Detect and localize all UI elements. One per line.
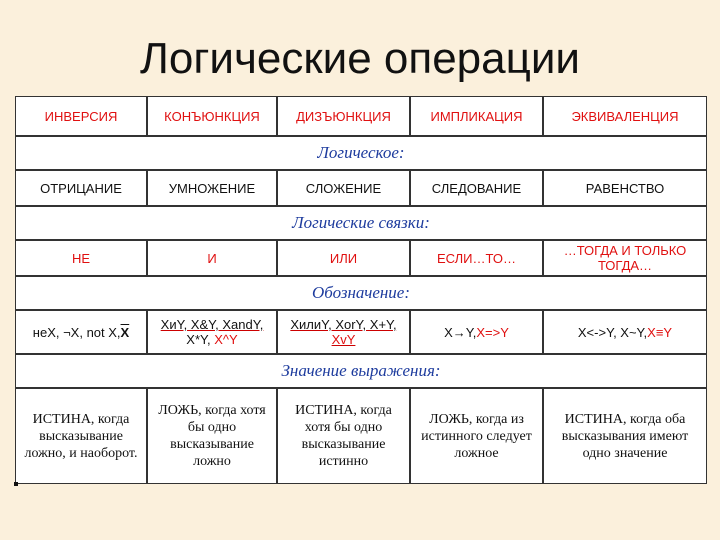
notation-conjunction-caret: X^Y	[214, 332, 238, 347]
header-implication: ИМПЛИКАЦИЯ	[410, 96, 543, 136]
notation-implication-arrow: X→Y,	[444, 324, 477, 340]
logical-equality: РАВЕНСТВО	[543, 170, 707, 206]
value-conjunction: ЛОЖЬ, когда хотя бы одно высказывание ложно	[147, 388, 277, 484]
band-connectives: Логические связки:	[15, 206, 707, 240]
operations-table	[15, 96, 707, 484]
header-equivalence: ЭКВИВАЛЕНЦИЯ	[543, 96, 707, 136]
band-logical: Логическое:	[15, 136, 707, 170]
logical-addition: СЛОЖЕНИЕ	[277, 170, 410, 206]
notation-implication	[410, 310, 543, 354]
connective-and: И	[147, 240, 277, 276]
value-implication: ЛОЖЬ, когда из истинного следует ложное	[410, 388, 543, 484]
header-conjunction: КОНЪЮНКЦИЯ	[147, 96, 277, 136]
notation-disjunction-line1: XилиY, XorY, X+Y,	[290, 317, 397, 332]
notation-conjunction-star: X*Y,	[186, 332, 215, 347]
notation-row	[15, 310, 707, 354]
value-equivalence: ИСТИНА, когда оба высказывания имеют одно значение	[543, 388, 707, 484]
header-disjunction: ДИЗЪЮНКЦИЯ	[277, 96, 410, 136]
connective-iff: …ТОГДА И ТОЛЬКО ТОГДА…	[543, 240, 707, 276]
notation-equivalence-arrows: X<->Y, X~Y,	[577, 324, 648, 340]
notation-conjunction	[147, 310, 277, 354]
notation-disjunction	[277, 310, 410, 354]
logical-row	[15, 170, 707, 206]
band-notation: Обозначение:	[15, 276, 707, 310]
connective-or: ИЛИ	[277, 240, 410, 276]
logical-following: СЛЕДОВАНИЕ	[410, 170, 543, 206]
notation-disjunction-v: XvY	[331, 332, 356, 347]
connective-if-then: ЕСЛИ…ТО…	[410, 240, 543, 276]
connectives-row	[15, 240, 707, 276]
connective-not: НЕ	[15, 240, 147, 276]
value-inversion: ИСТИНА, когда высказывание ложно, и наоборот.	[15, 388, 147, 484]
logical-negation: ОТРИЦАНИЕ	[15, 170, 147, 206]
header-inversion: ИНВЕРСИЯ	[15, 96, 147, 136]
notation-inversion-text: неX, ¬X, not X,	[32, 324, 121, 340]
notation-inversion-bar: $\overline{X}$	[120, 324, 130, 340]
logical-multiplication: УМНОЖЕНИЕ	[147, 170, 277, 206]
notation-conjunction-line2	[186, 332, 237, 347]
value-disjunction: ИСТИНА, когда хотя бы одно высказывание истинно	[277, 388, 410, 484]
notation-inversion	[15, 310, 147, 354]
header-row	[15, 96, 707, 136]
notation-equivalence-equiv: X≡Y	[647, 324, 673, 340]
page-title: Логические операции	[140, 34, 580, 83]
notation-conjunction-line1: XиY, X&Y, XandY,	[160, 317, 264, 332]
corner-marker	[14, 482, 18, 486]
notation-equivalence	[543, 310, 707, 354]
band-values: Значение выражения:	[15, 354, 707, 388]
values-row	[15, 388, 707, 484]
notation-implication-double: X=>Y	[476, 324, 509, 340]
